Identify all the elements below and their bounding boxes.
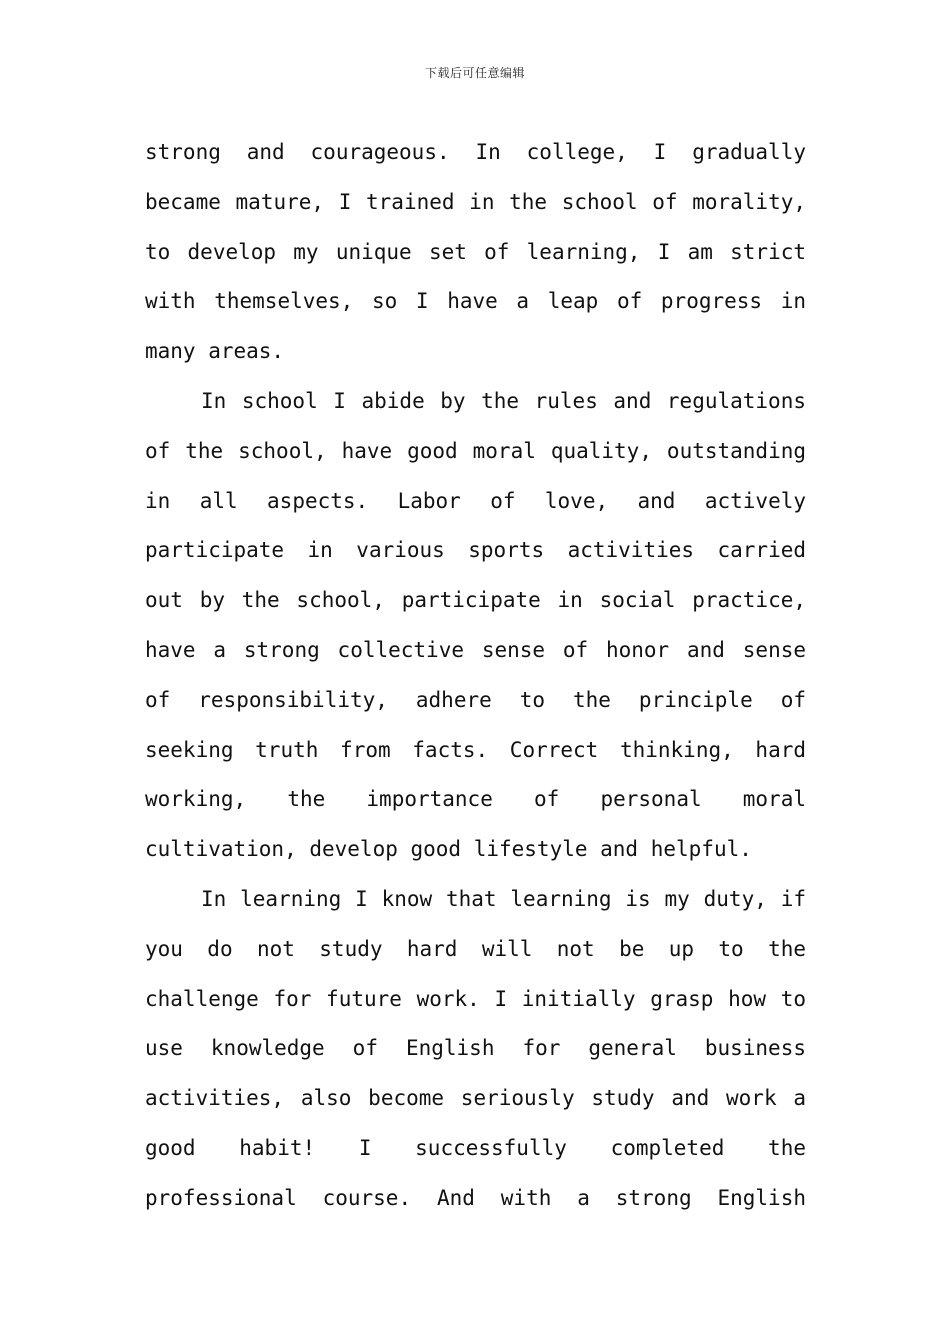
text-line: strong and courageous. In college, I gradually	[145, 140, 806, 164]
text-line: participate in various sports activities carried	[145, 538, 806, 563]
text-line: many areas.	[145, 339, 285, 364]
text-line: In school I abide by the rules and regulations	[201, 388, 806, 413]
text-line: to develop my unique set of learning, I am strict	[145, 239, 806, 264]
paragraph-1	[145, 128, 806, 377]
text-line: of the school, have good moral quality, outstanding	[145, 438, 806, 463]
text-line: of responsibility, adhere to the principle of	[145, 687, 806, 712]
text-line: out by the school, participate in social practice,	[145, 588, 806, 613]
text-line: in all aspects. Labor of love, and actively	[145, 488, 806, 513]
text-line: became mature, I trained in the school of morality,	[145, 189, 806, 214]
text-line: activities, also become seriously study and work a	[145, 1086, 806, 1111]
text-line: seeking truth from facts. Correct thinking, hard	[145, 737, 806, 762]
text-line: use knowledge of English for general business	[145, 1036, 806, 1061]
text-line: good habit! I successfully completed the	[145, 1135, 806, 1160]
page-header: 下载后可任意编辑	[424, 66, 525, 80]
text-line: working, the importance of personal moral	[145, 787, 806, 812]
text-line: have a strong collective sense of honor and sense	[145, 637, 806, 662]
text-line: you do not study hard will not be up to the	[145, 936, 806, 961]
paragraph-3	[145, 875, 806, 1224]
text-line: challenge for future work. I initially grasp how to	[145, 986, 806, 1011]
text-line: cultivation, develop good lifestyle and helpful.	[145, 837, 752, 862]
text-line: with themselves, so I have a leap of progress in	[145, 289, 806, 314]
document-body	[145, 128, 806, 1224]
text-line: professional course. And with a strong English	[145, 1185, 806, 1210]
text-line: In learning I know that learning is my duty, if	[201, 886, 806, 911]
paragraph-2	[145, 377, 806, 875]
